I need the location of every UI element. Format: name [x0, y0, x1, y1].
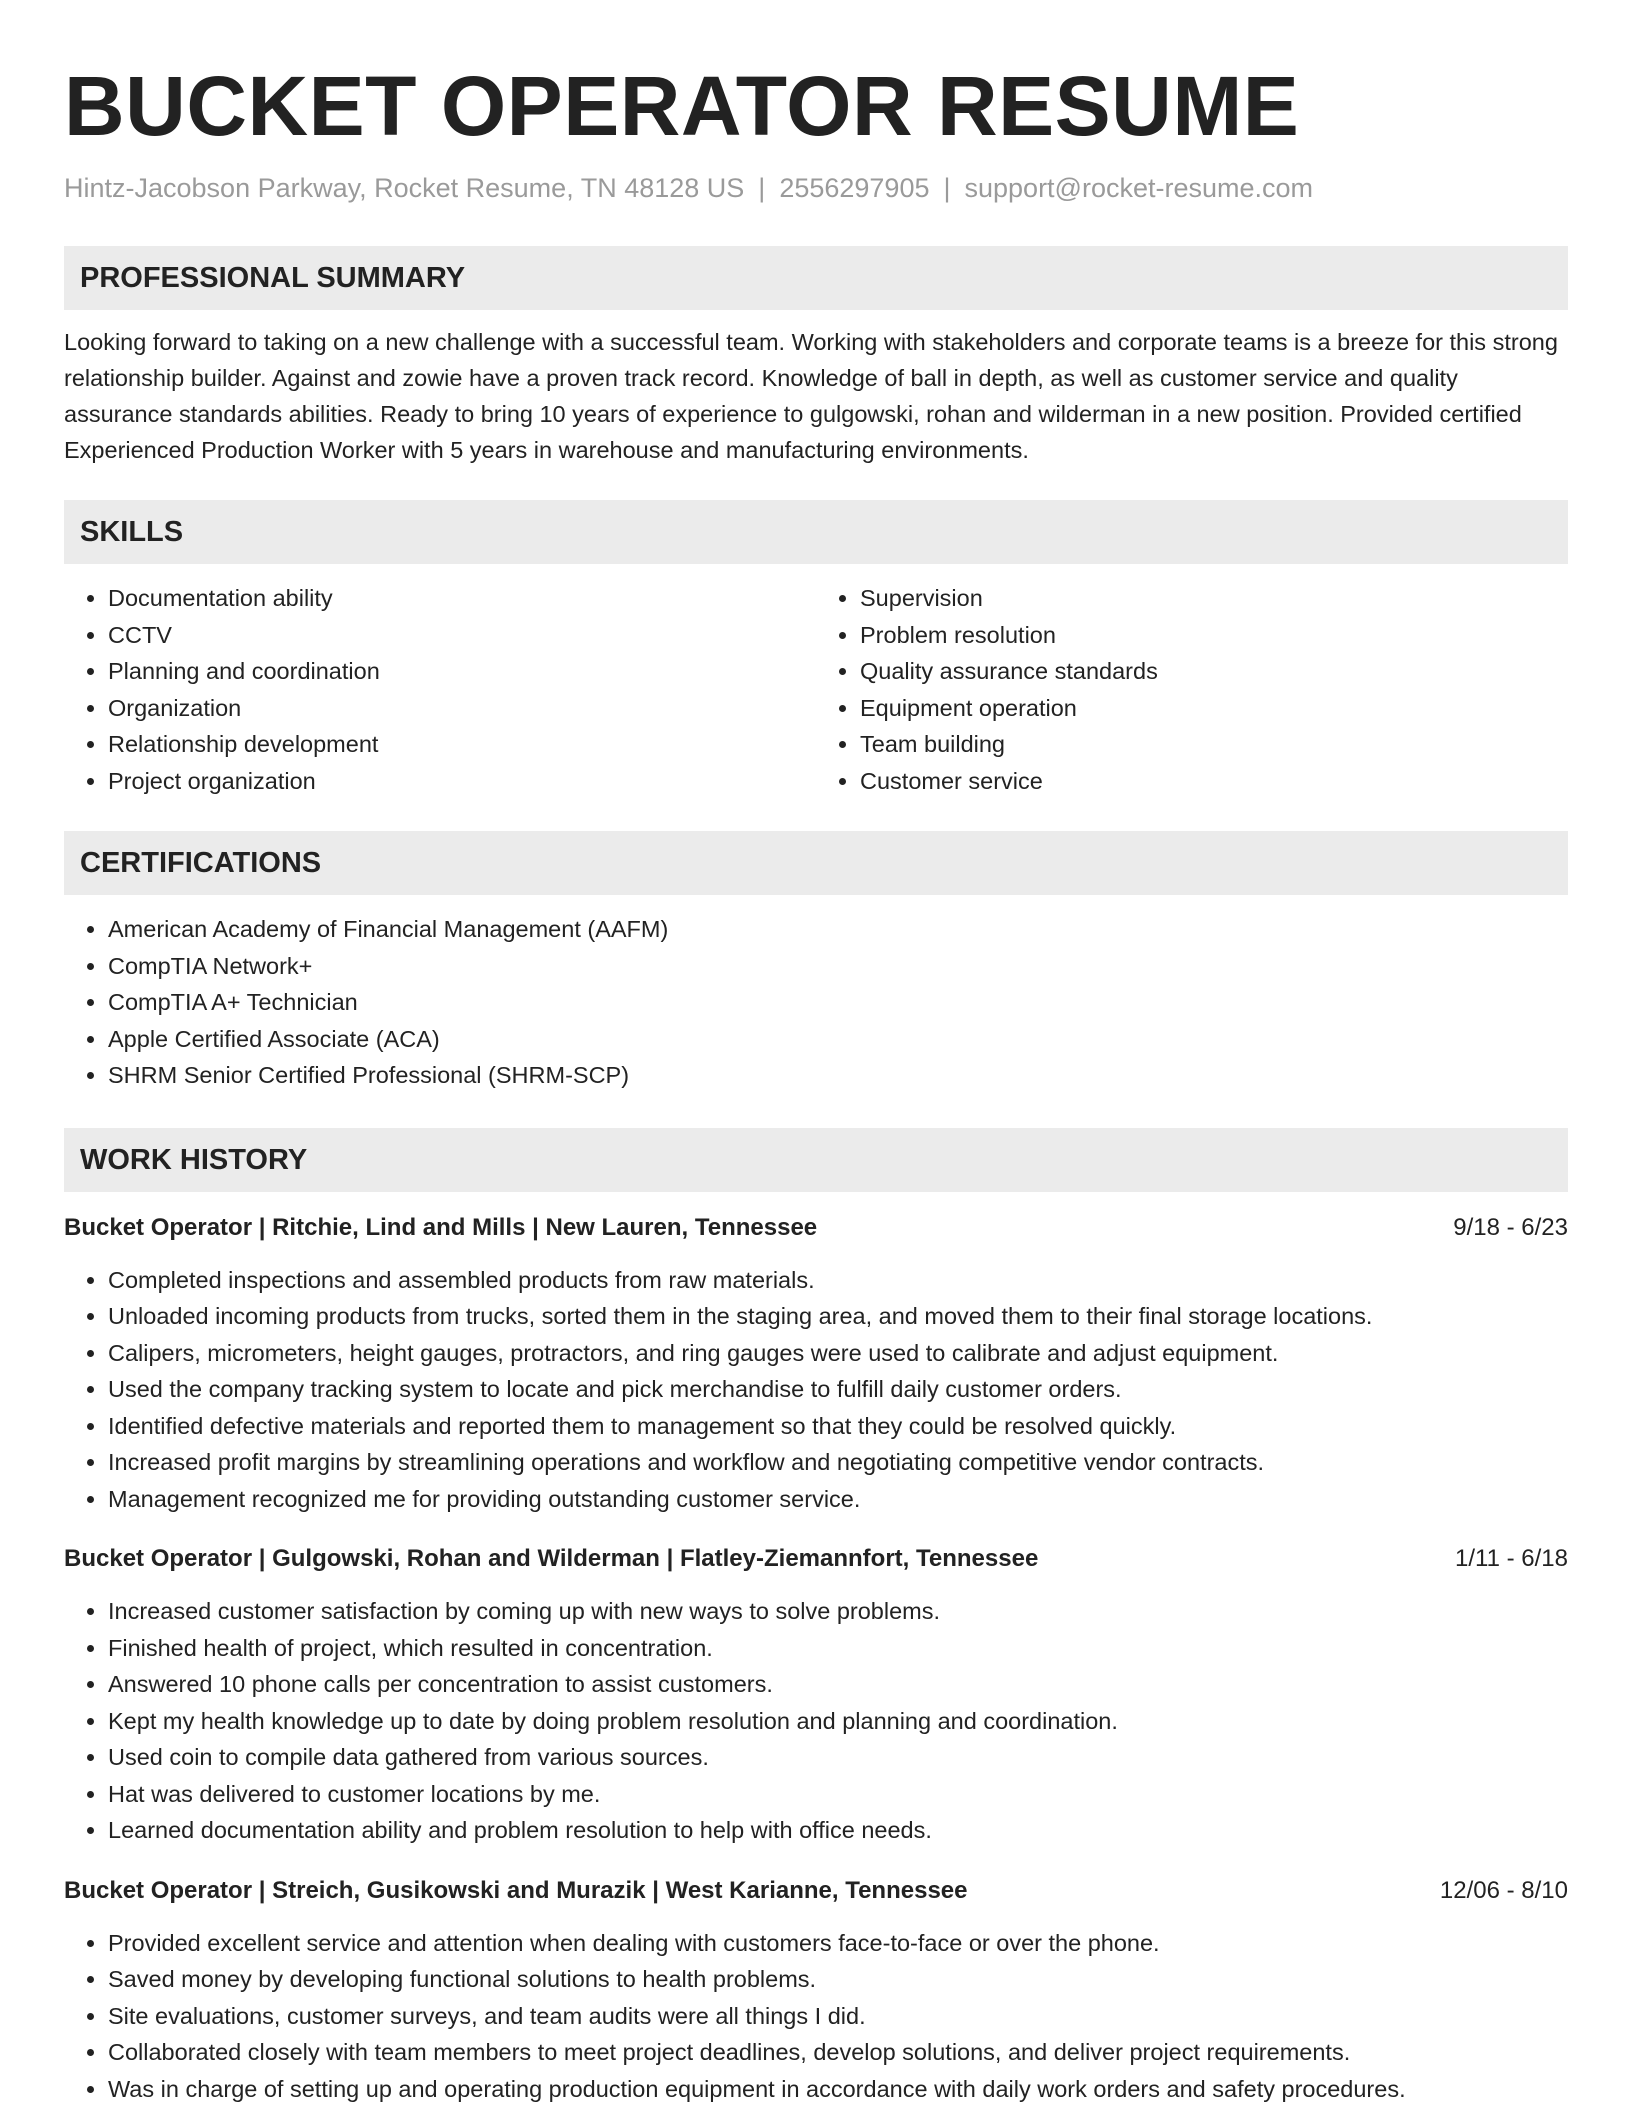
job-bullets — [64, 1262, 1568, 1518]
certification-item: • SHRM Senior Certified Professional (SHRM-SCP) — [108, 1057, 1568, 1094]
summary-text: Looking forward to taking on a new challenge with a successful team. Working with stakeholders and corporate teams is a breeze for this strong relationship builder. Against and zowie have a proven track record. Knowledge of ball in depth, as well as customer service and quality assurance standards abilities. Ready to bring 10 years of experience to gulgowski, rohan and wilderman in a new position. Provided certified Experienced Production Worker with 5 years in warehouse and manufacturing environments. — [64, 329, 1558, 463]
job-bullet: • Was in charge of setting up and operating production equipment in accordance with daily work orders and safety procedures. — [108, 2071, 1568, 2108]
job-bullets — [64, 1593, 1568, 1849]
skill-item: • Problem resolution — [860, 617, 1568, 654]
job-bullet: • Answered 10 phone calls per concentration to assist customers. — [108, 1666, 1568, 1703]
job-bullets — [64, 1925, 1568, 2108]
job-bullet: • Saved money by developing functional solutions to health problems. — [108, 1961, 1568, 1998]
skill-item: • Planning and coordination — [108, 653, 816, 690]
job-bullet: • Provided excellent service and attention when dealing with customers face-to-face or over the phone. — [108, 1925, 1568, 1962]
contact-separator: | — [758, 173, 766, 203]
contact-email[interactable]: support@rocket-resume.com — [964, 173, 1314, 203]
resume-page — [64, 56, 1568, 2107]
job-dates: 1/11 - 6/18 — [1455, 1545, 1568, 1572]
skill-item: • Supervision — [860, 580, 1568, 617]
certifications-list — [64, 911, 1568, 1094]
job-bullet: • Learned documentation ability and problem resolution to help with office needs. — [108, 1812, 1568, 1849]
job-bullet: • Unloaded incoming products from trucks, sorted them in the staging area, and moved them to their final storage locations. — [108, 1298, 1568, 1335]
section-header-work-history: WORK HISTORY — [64, 1128, 1568, 1192]
skill-item: • Relationship development — [108, 726, 816, 763]
skill-item: • Customer service — [860, 763, 1568, 800]
job-header — [64, 1873, 1568, 1909]
job-dates: 12/06 - 8/10 — [1439, 1876, 1568, 1904]
job-title: Bucket Operator | Streich, Gusikowski and Murazik | West Karianne, Tennessee — [64, 1876, 968, 1904]
skill-item: • CCTV — [108, 617, 816, 654]
resume-title: BUCKET OPERATOR RESUME — [64, 59, 1300, 153]
job-bullet: • Completed inspections and assembled products from raw materials. — [108, 1262, 1568, 1299]
job-bullet: • Finished health of project, which resulted in concentration. — [108, 1630, 1568, 1667]
job-bullet: • Used coin to compile data gathered from various sources. — [108, 1739, 1568, 1776]
job-entry — [64, 1541, 1568, 1849]
job-title: Bucket Operator | Gulgowski, Rohan and Wilderman | Flatley-Ziemannfort, Tennessee — [64, 1545, 1039, 1572]
certification-item: • American Academy of Financial Management (AAFM) — [108, 911, 1568, 948]
certification-item: • Apple Certified Associate (ACA) — [108, 1021, 1568, 1058]
job-bullet: • Site evaluations, customer surveys, and team audits were all things I did. — [108, 1998, 1568, 2035]
skill-item: • Documentation ability — [108, 580, 816, 617]
skill-item: • Team building — [860, 726, 1568, 763]
skill-item: • Organization — [108, 690, 816, 727]
job-dates: 9/18 - 6/23 — [1453, 1213, 1568, 1241]
section-header-skills: SKILLS — [64, 500, 1568, 564]
job-entry — [64, 1873, 1568, 2108]
job-entry — [64, 1210, 1568, 1518]
certification-item: • CompTIA A+ Technician — [108, 984, 1568, 1021]
contact-phone: 2556297905 — [779, 173, 930, 203]
job-bullet: • Collaborated closely with team members to meet project deadlines, develop solutions, and deliver project requirements. — [108, 2034, 1568, 2071]
job-title: Bucket Operator | Ritchie, Lind and Mills | New Lauren, Tennessee — [64, 1213, 818, 1241]
skill-item: • Project organization — [108, 763, 816, 800]
job-bullet: • Management recognized me for providing outstanding customer service. — [108, 1481, 1568, 1518]
skills-list-left — [64, 580, 816, 799]
contact-line — [64, 170, 1568, 206]
job-bullet: • Increased customer satisfaction by coming up with new ways to solve problems. — [108, 1593, 1568, 1630]
job-bullet: • Hat was delivered to customer locations by me. — [108, 1776, 1568, 1813]
job-header — [64, 1541, 1568, 1577]
job-bullet: • Identified defective materials and reported them to management so that they could be resolved quickly. — [108, 1408, 1568, 1445]
skills-columns — [64, 580, 1568, 799]
section-header-summary: PROFESSIONAL SUMMARY — [64, 246, 1568, 310]
job-bullet: • Increased profit margins by streamlining operations and workflow and negotiating competitive vendor contracts. — [108, 1444, 1568, 1481]
skill-item: • Quality assurance standards — [860, 653, 1568, 690]
skills-list-right — [816, 580, 1568, 799]
contact-separator: | — [943, 173, 951, 203]
job-bullet: • Kept my health knowledge up to date by doing problem resolution and planning and coordination. — [108, 1703, 1568, 1740]
job-header — [64, 1210, 1568, 1246]
job-bullet: • Calipers, micrometers, height gauges, protractors, and ring gauges were used to calibrate and adjust equipment. — [108, 1335, 1568, 1372]
job-bullet: • Used the company tracking system to locate and pick merchandise to fulfill daily customer orders. — [108, 1371, 1568, 1408]
certification-item: • CompTIA Network+ — [108, 948, 1568, 985]
skill-item: • Equipment operation — [860, 690, 1568, 727]
section-header-certifications: CERTIFICATIONS — [64, 831, 1568, 895]
contact-address: Hintz-Jacobson Parkway, Rocket Resume, TN 48128 US — [64, 173, 745, 203]
